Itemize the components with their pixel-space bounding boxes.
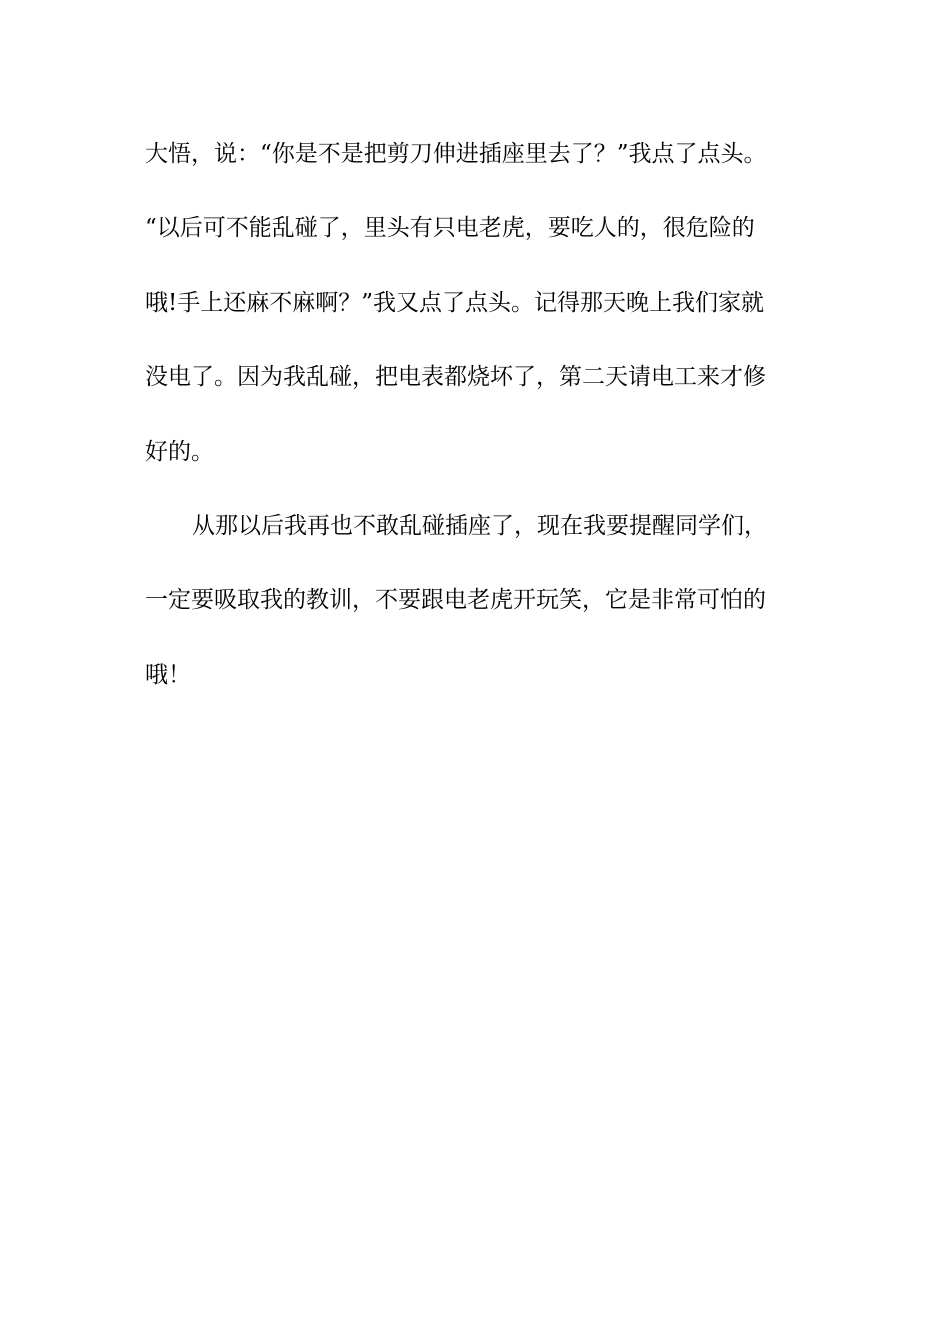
text-line: 没电了。因为我乱碰，把电表都烧坏了，第二天请电工来才修 bbox=[145, 364, 766, 391]
paragraph-first-line: 从那以后我再也不敢乱碰插座了，现在我要提醒同学们， bbox=[192, 512, 767, 539]
text-line: 哦!手上还麻不麻啊？”我又点了点头。记得那天晚上我们家就 bbox=[145, 289, 765, 316]
text-line: 哦！ bbox=[145, 661, 191, 688]
text-line: 好的。 bbox=[145, 438, 214, 465]
text-line: 一定要吸取我的教训，不要跟电老虎开玩笑，它是非常可怕的 bbox=[145, 587, 766, 614]
text-line: “以后可不能乱碰了，里头有只电老虎，要吃人的，很危险的 bbox=[145, 215, 755, 242]
body-text bbox=[145, 131, 825, 726]
text-line: 大悟，说：“你是不是把剪刀伸进插座里去了？”我点了点头。 bbox=[145, 141, 767, 167]
